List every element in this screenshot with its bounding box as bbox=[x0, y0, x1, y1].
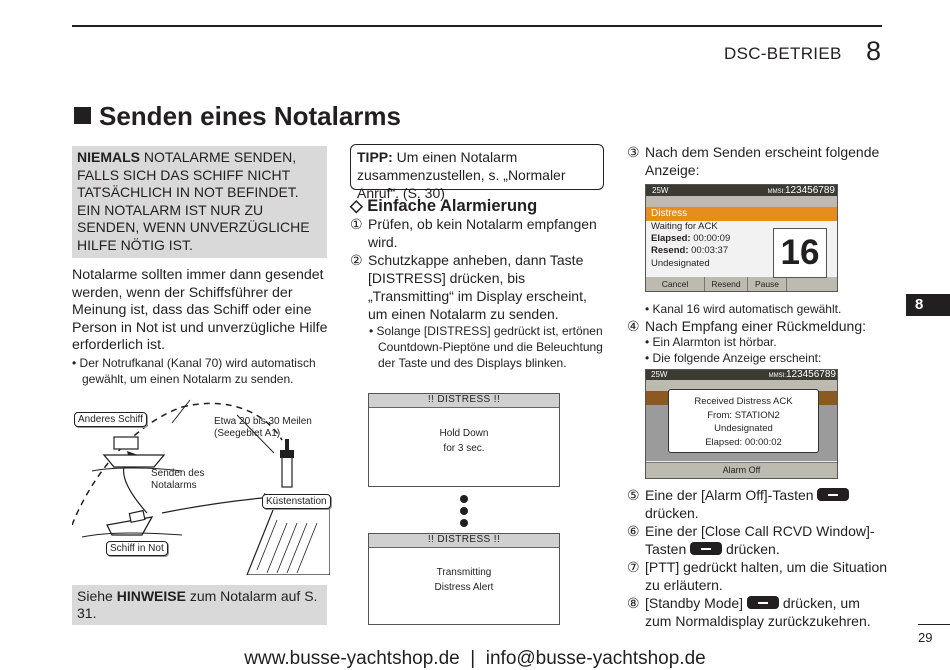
lcd1-elapsed-value: 00:00:09 bbox=[693, 233, 731, 245]
lcd1-channel-display: 16 bbox=[773, 228, 827, 278]
screen-tx-bar: !! DISTRESS !! bbox=[369, 534, 559, 548]
step-6-num: ⑥ bbox=[627, 523, 640, 539]
step-2 bbox=[350, 251, 610, 323]
lcd1-elapsed-label: Elapsed: bbox=[651, 233, 691, 245]
intro-paragraph: Notalarme sollten immer dann gesendet werden, wenn der Schiffsführer der Meinung ist, dass das Schiff oder eine Person in Not ist und unverzügliche Hilfe erforderlich ist. bbox=[72, 267, 328, 354]
step-1-num: ① bbox=[350, 216, 363, 232]
screen-transmitting bbox=[368, 533, 560, 625]
dot-icon bbox=[460, 495, 468, 503]
lcd1-waiting: Waiting for ACK bbox=[651, 221, 718, 232]
warning-box bbox=[72, 146, 327, 258]
lcd2-mmsi bbox=[769, 369, 836, 382]
page-title-text: Senden eines Notalarms bbox=[99, 101, 401, 131]
step-8-text-b: drücken, um zum Normaldisplay zurückzukehren. bbox=[645, 595, 871, 629]
lighthouse-top bbox=[280, 450, 294, 458]
lcd1-mmsi-value: 123456789 bbox=[784, 185, 835, 196]
minus-key-icon bbox=[817, 488, 849, 501]
label-other-ship: Anderes Schiff bbox=[74, 412, 147, 427]
label-sending: Senden des Notalarms bbox=[151, 468, 205, 491]
label-ship-in-distress: Schiff in Not bbox=[106, 541, 168, 556]
continuation-dots bbox=[460, 495, 470, 531]
screen-hold-line2: for 3 sec. bbox=[443, 443, 485, 454]
step-8-text-a: [Standby Mode] bbox=[645, 595, 744, 611]
lcd2-mmsi-value: 123456789 bbox=[785, 369, 836, 380]
intro-text bbox=[72, 267, 330, 387]
other-ship-cabin bbox=[114, 437, 138, 449]
tip-bold: TIPP: bbox=[357, 149, 393, 165]
lcd2-status-bar bbox=[645, 369, 838, 380]
step-7 bbox=[627, 558, 887, 594]
dot-icon bbox=[460, 519, 468, 527]
lcd2-mmsi-label: MMSI: bbox=[768, 373, 786, 379]
note-prefix: Siehe bbox=[77, 588, 117, 604]
popup-line2: From: STATION2 bbox=[707, 409, 780, 421]
popup-line1: Received Distress ACK bbox=[694, 396, 793, 407]
note-bold: HINWEISE bbox=[116, 588, 186, 604]
note-box bbox=[72, 585, 327, 625]
screen-tx-line1: Transmitting bbox=[436, 567, 492, 578]
square-bullet-icon bbox=[74, 107, 91, 124]
lcd-received-ack bbox=[645, 369, 838, 479]
lcd1-resend-key[interactable]: Resend bbox=[705, 277, 748, 291]
page-title bbox=[74, 101, 401, 132]
step-6-text bbox=[645, 522, 887, 558]
bullet-display: • Die folgende Anzeige erscheint: bbox=[645, 351, 822, 365]
lcd1-resend-value: 00:03:37 bbox=[691, 245, 729, 257]
footer-contact: www.busse-yachtshop.de | info@busse-yachtshop.de bbox=[244, 648, 706, 669]
lcd1-nature: Undesignated bbox=[651, 257, 710, 269]
lcd1-softkeys bbox=[646, 277, 837, 291]
distress-diagram bbox=[72, 395, 330, 575]
dot-icon bbox=[460, 507, 468, 515]
lighthouse-tower bbox=[282, 457, 292, 487]
screen-hold-down bbox=[368, 393, 560, 487]
step-2-num: ② bbox=[350, 252, 363, 268]
simple-alert-heading: ◇ Einfache Alarmierung bbox=[350, 197, 538, 215]
lcd1-mmsi bbox=[768, 185, 835, 198]
minus-key-icon bbox=[690, 542, 722, 555]
tip-box bbox=[350, 144, 604, 201]
lcd1-power: 25W bbox=[652, 186, 669, 195]
step-6-text-b: drücken. bbox=[726, 541, 780, 557]
other-ship-hull bbox=[104, 455, 164, 467]
lcd1-info bbox=[646, 221, 837, 277]
note-suffix: zum Notalarm auf S. 31. bbox=[77, 588, 318, 621]
header-rule bbox=[72, 25, 882, 27]
step-5 bbox=[627, 486, 887, 522]
arrow-to-coast-line bbox=[162, 498, 262, 513]
lcd1-pause-key[interactable]: Pause bbox=[748, 277, 787, 291]
intro-bullet: • Der Notrufkanal (Kanal 70) wird automatisch gewählt, um einen Notalarm zu senden. bbox=[72, 355, 316, 386]
label-coast-station: Küstenstation bbox=[262, 494, 331, 509]
lcd1-resend-label: Resend: bbox=[651, 245, 689, 257]
page-number-rule bbox=[918, 624, 950, 625]
bullet-alarm: • Ein Alarmton ist hörbar. bbox=[645, 335, 777, 349]
step-5-text bbox=[645, 486, 887, 522]
lcd-waiting-ack bbox=[645, 184, 838, 292]
screen-hold-bar: !! DISTRESS !! bbox=[369, 394, 559, 408]
bullet-ch16: • Kanal 16 wird automatisch gewählt. bbox=[645, 302, 842, 316]
minus-key-icon bbox=[747, 596, 779, 609]
step-7-num: ⑦ bbox=[627, 559, 640, 575]
step-5-text-b: drücken. bbox=[645, 505, 699, 521]
step-3-text: Nach dem Senden erscheint folgende Anzeige: bbox=[645, 144, 880, 178]
step-6 bbox=[627, 522, 887, 558]
step-3 bbox=[627, 143, 887, 179]
lcd2-alarm-off-key[interactable]: Alarm Off bbox=[646, 462, 837, 478]
chapter-side-tab: 8 bbox=[906, 294, 950, 316]
lcd1-distress-bar: Distress bbox=[646, 207, 837, 221]
step-5-text-a: Eine der [Alarm Off]-Tasten bbox=[645, 487, 814, 503]
antenna-icon bbox=[285, 439, 289, 450]
lcd2-power: 25W bbox=[651, 370, 668, 379]
warning-bold: NIEMALS bbox=[77, 149, 140, 165]
chapter-number: 8 bbox=[866, 36, 882, 66]
ack-popup bbox=[668, 389, 819, 453]
step-4-text: Nach Empfang einer Rückmeldung: bbox=[645, 318, 867, 334]
step-5-num: ⑤ bbox=[627, 487, 640, 503]
step-4-num: ④ bbox=[627, 318, 640, 334]
page-number: 29 bbox=[918, 630, 933, 645]
lcd1-status-bar bbox=[646, 185, 837, 196]
step-1 bbox=[350, 215, 610, 251]
popup-line3: Undesignated bbox=[714, 423, 773, 434]
right-steps bbox=[627, 143, 887, 179]
screen-hold-line1: Hold Down bbox=[439, 428, 489, 439]
simple-alert-steps bbox=[350, 215, 610, 371]
warning-text: NOTALARME SENDEN, FALLS SICH DAS SCHIFF NICHT TATSÄCHLICH IN NOT BEFINDET. EIN NOTALARM IST NUR ZU SENDEN, WENN UNVERZÜGLICHE HILFE NÖTIG IST. bbox=[77, 149, 310, 253]
screen-tx-line2: Distress Alert bbox=[434, 582, 494, 593]
step-1-text: Prüfen, ob kein Notalarm empfangen wird. bbox=[368, 216, 597, 250]
distance-arrow-a bbox=[172, 400, 190, 423]
step-8 bbox=[627, 594, 887, 630]
step-8-num: ⑧ bbox=[627, 595, 640, 611]
step-4 bbox=[627, 317, 887, 335]
lcd1-mmsi-label: MMSI: bbox=[767, 189, 785, 195]
step-3-num: ③ bbox=[627, 144, 640, 160]
steps-5-8 bbox=[627, 486, 887, 630]
label-distance: Etwa 20 bis 30 Meilen (Seegebiet A1) bbox=[214, 416, 312, 439]
lcd1-cancel-key[interactable]: Cancel bbox=[646, 277, 705, 291]
step-2-sub-bullet: • Solange [DISTRESS] gedrückt ist, ertönen Countdown-Pieptöne und die Beleuchtung der Taste und des Displays blinken. bbox=[369, 324, 603, 370]
step-2-text: Schutzkappe anheben, dann Taste [DISTRESS] drücken, bis „Transmitting“ im Display erscheint, um einen Notalarm zu senden. bbox=[368, 252, 587, 322]
step-8-text bbox=[645, 594, 887, 630]
tip-text: Um einen Notalarm zusammenzustellen, s. „Normaler Anruf“. (S. 30) bbox=[357, 149, 566, 201]
popup-line4: Elapsed: 00:00:02 bbox=[705, 436, 782, 448]
step-7-text: [PTT] gedrückt halten, um die Situation zu erläutern. bbox=[645, 559, 888, 593]
step-6-text-a: Eine der [Close Call RCVD Window]-Tasten bbox=[645, 523, 875, 557]
section-title: DSC-BETRIEB bbox=[724, 44, 842, 63]
